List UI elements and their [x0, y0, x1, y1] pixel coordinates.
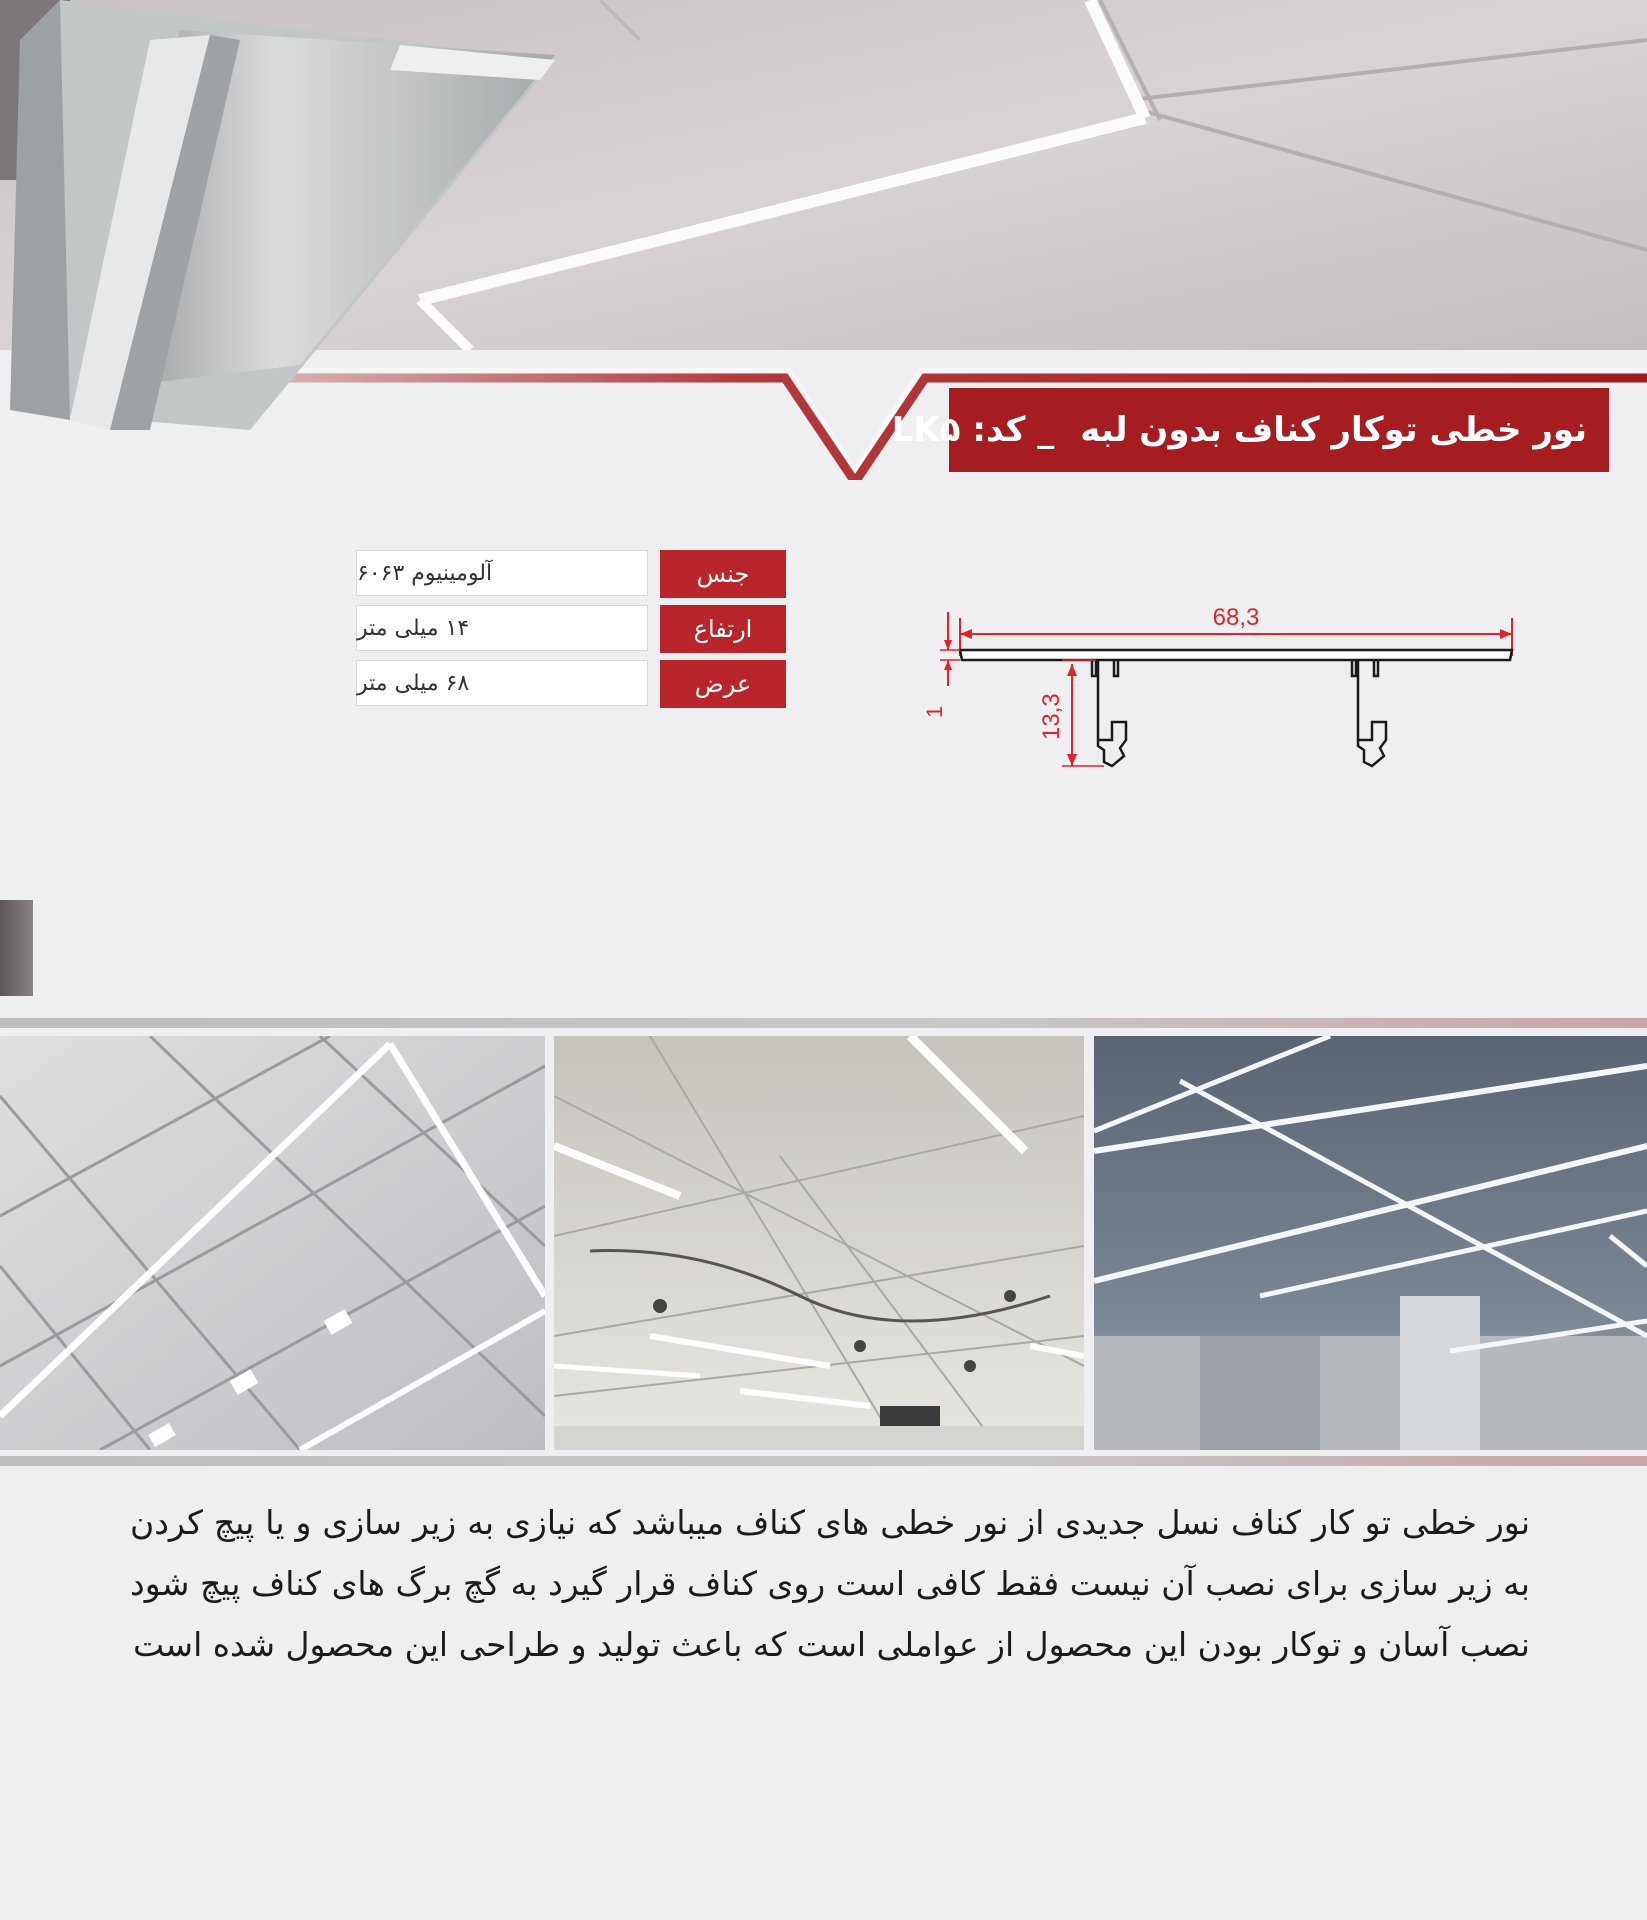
- product-title-text: نور خطی توکار کناف بدون لبه: [1080, 410, 1587, 450]
- profile-diagram: [900, 590, 1540, 780]
- thickness-label: 1: [922, 705, 947, 718]
- spec-value: ۶۸ میلی متر: [356, 660, 648, 706]
- divider-bottom: [0, 1456, 1647, 1466]
- spec-value: آلومینیوم ۶۰۶۳: [356, 550, 648, 596]
- product-code: _ کد: LK۵: [891, 410, 1055, 450]
- divider-top: [0, 1018, 1647, 1028]
- profile-plate: [960, 650, 1512, 660]
- photo-dark-ceiling: [1094, 1036, 1647, 1450]
- height-label: 13,3: [1038, 693, 1065, 740]
- photo-ceiling-grid: [0, 1036, 545, 1450]
- width-label: 68,3: [1212, 604, 1260, 631]
- spec-label: ارتفاع: [660, 605, 786, 653]
- spec-label: عرض: [660, 660, 786, 708]
- spec-value: ۱۴ میلی متر: [356, 605, 648, 651]
- spec-label: جنس: [660, 550, 786, 598]
- product-title: [891, 388, 1609, 472]
- installation-photos: [0, 1036, 1647, 1450]
- side-tab: [0, 900, 33, 996]
- product-description: نور خطی تو کار کناف نسل جدیدی از نور خطی های کناف میباشد که نیازی به زیر سازی و یا پیچ کردن به زیر سازی برای نصب آن نیست فقط کافی است روی کناف قرار گیرد به گچ برگ های کناف پیچ شود نصب آسان و توکار بودن این محصول از عواملی است که باعث تولید و طراحی این محصول شده است: [130, 1503, 1530, 1664]
- photo-office-ceiling: [554, 1036, 1084, 1450]
